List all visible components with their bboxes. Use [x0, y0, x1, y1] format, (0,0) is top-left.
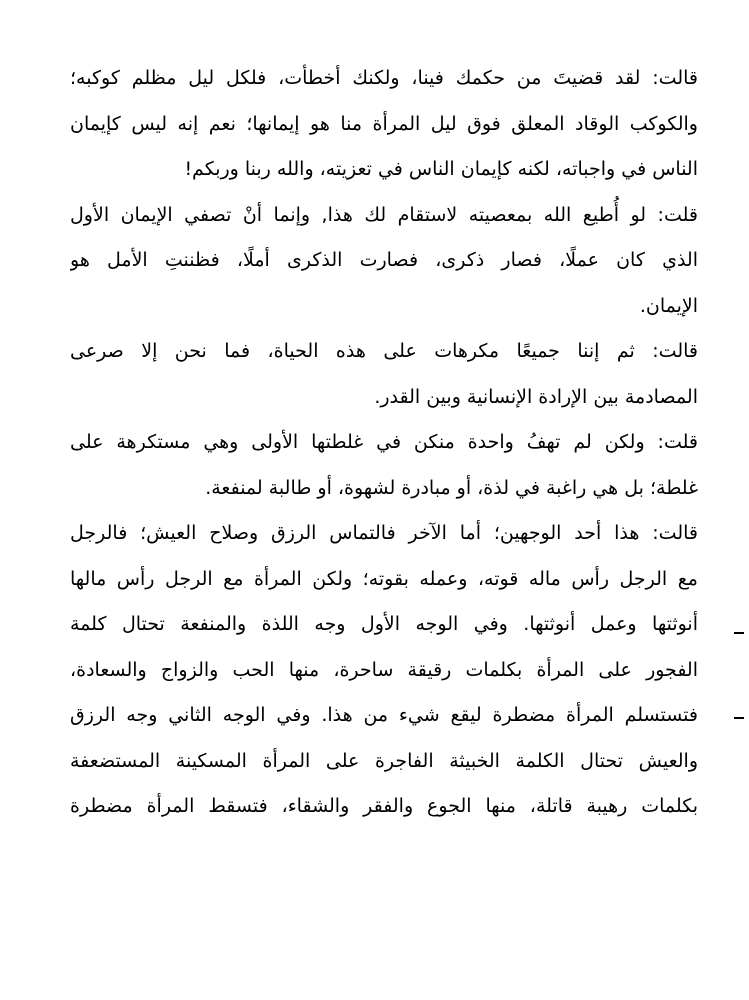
paragraph-4 — [70, 420, 698, 511]
text-line: فتستسلم المرأة مضطرة ليقع شيء من هذا. وفي الوجه الثاني وجه الرزق — [70, 704, 698, 726]
text-line: قلت: لو أُطيع الله بمعصيته لاستقام لك هذا, وإنما أنْ تصفي الإيمان الأول — [70, 203, 698, 226]
text-line: والعيش تحتال الكلمة الخبيثة الفاجرة على المرأة المسكينة المستضعفة — [70, 749, 698, 772]
text-line: قالت: ثم إننا جميعًا مكرهات على هذه الحياة، فما نحن إلا صرعى — [70, 340, 698, 362]
document-page — [70, 56, 698, 830]
paragraph-5 — [70, 511, 698, 830]
text-line: غلطة؛ بل هي راغبة في لذة، أو مبادرة لشهوة، أو طالبة لمنفعة. — [205, 476, 698, 499]
text-line: والكوكب الوقاد المعلق فوق ليل المرأة منا هو إيمانها؛ نعم إنه ليس كإيمان — [70, 112, 698, 135]
text-line: الناس في واجباته، لكنه كإيمان الناس في تعزيته، والله ربنا وربكم! — [184, 158, 698, 180]
text-line: قلت: ولكن لم تهفُ واحدة منكن في غلطتها الأولى وهي مستكرهة على — [70, 431, 698, 453]
text-line: أنوثتها وعمل أنوثتها. وفي الوجه الأول وجه اللذة والمنفعة تحتال كلمة — [70, 613, 698, 635]
text-line: الإيمان. — [639, 294, 698, 317]
text-line: مع الرجل رأس ماله قوته، وعمله بقوته؛ ولكن المرأة مع الرجل رأس مالها — [70, 567, 698, 590]
paragraph-3 — [70, 329, 698, 420]
text-line: الذي كان عملًا، فصار ذكرى، فصارت الذكرى أملًا، فظننتِ الأمل هو — [70, 249, 698, 271]
paragraph-2 — [70, 193, 698, 330]
margin-dash-mark — [734, 717, 744, 719]
text-line: المصادمة بين الإرادة الإنسانية وبين القدر. — [374, 385, 698, 408]
margin-dash-mark — [734, 632, 744, 634]
text-line: الفجور على المرأة بكلمات رقيقة ساحرة، منها الحب والزواج والسعادة، — [70, 658, 698, 681]
text-line: قالت: هذا أحد الوجهين؛ أما الآخر فالتماس الرزق وصلاح العيش؛ فالرجل — [70, 522, 698, 544]
text-line: بكلمات رهيبة قاتلة، منها الجوع والفقر والشقاء، فتسقط المرأة مضطرة — [70, 795, 698, 817]
text-line: قالت: لقد قضيتَ من حكمك فينا، ولكنك أخطأت، فلكل ليل مظلم كوكبه؛ — [70, 67, 698, 89]
paragraph-1 — [70, 56, 698, 193]
